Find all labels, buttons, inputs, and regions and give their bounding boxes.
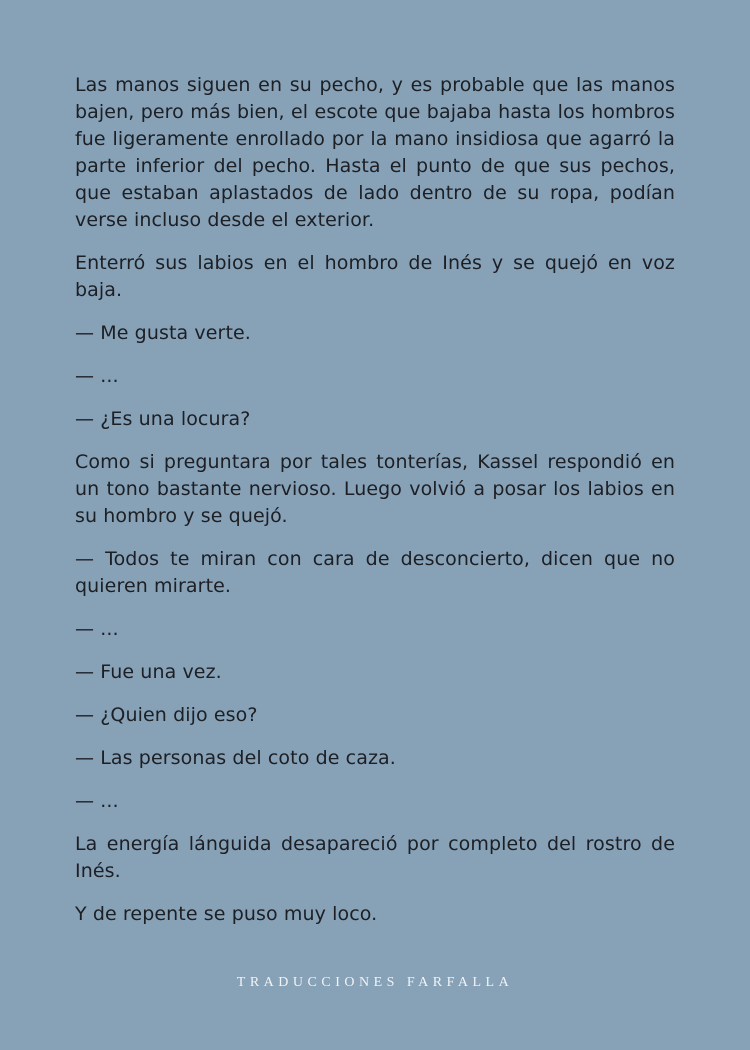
document-body xyxy=(75,72,675,944)
dialogue-line: — Las personas del coto de caza. xyxy=(75,747,396,769)
dialogue-line: — ... xyxy=(75,790,119,812)
paragraph: Como si preguntara por tales tonterías, Kassel respondió en un tono bastante nervioso. Luego volvió a posar los labios en su hombro y se quejó. xyxy=(75,451,675,527)
dialogue-line: — Fue una vez. xyxy=(75,661,222,683)
dialogue-line: — Me gusta verte. xyxy=(75,322,251,344)
dialogue-line: — ... xyxy=(75,365,119,387)
dialogue-line: — ... xyxy=(75,618,119,640)
paragraph: Las manos siguen en su pecho, y es probable que las manos bajen, pero más bien, el escote que bajaba hasta los hombros fue ligeramente enrollado por la mano insidiosa que agarró la parte inferior del pecho. Hasta el punto de que sus pechos, que estaban aplastados de lado dentro de su ropa, podían verse incluso desde el exterior. xyxy=(75,74,675,231)
paragraph: Enterró sus labios en el hombro de Inés y se quejó en voz baja. xyxy=(75,252,675,301)
dialogue-line: — Todos te miran con cara de desconcierto, dicen que no quieren mirarte. xyxy=(75,548,675,597)
paragraph: Y de repente se puso muy loco. xyxy=(75,903,378,925)
dialogue-line: — ¿Es una locura? xyxy=(75,408,251,430)
footer-credit: TRADUCCIONES FARFALLA xyxy=(236,975,514,990)
dialogue-line: — ¿Quien dijo eso? xyxy=(75,704,258,726)
paragraph: La energía lánguida desapareció por completo del rostro de Inés. xyxy=(75,833,675,882)
